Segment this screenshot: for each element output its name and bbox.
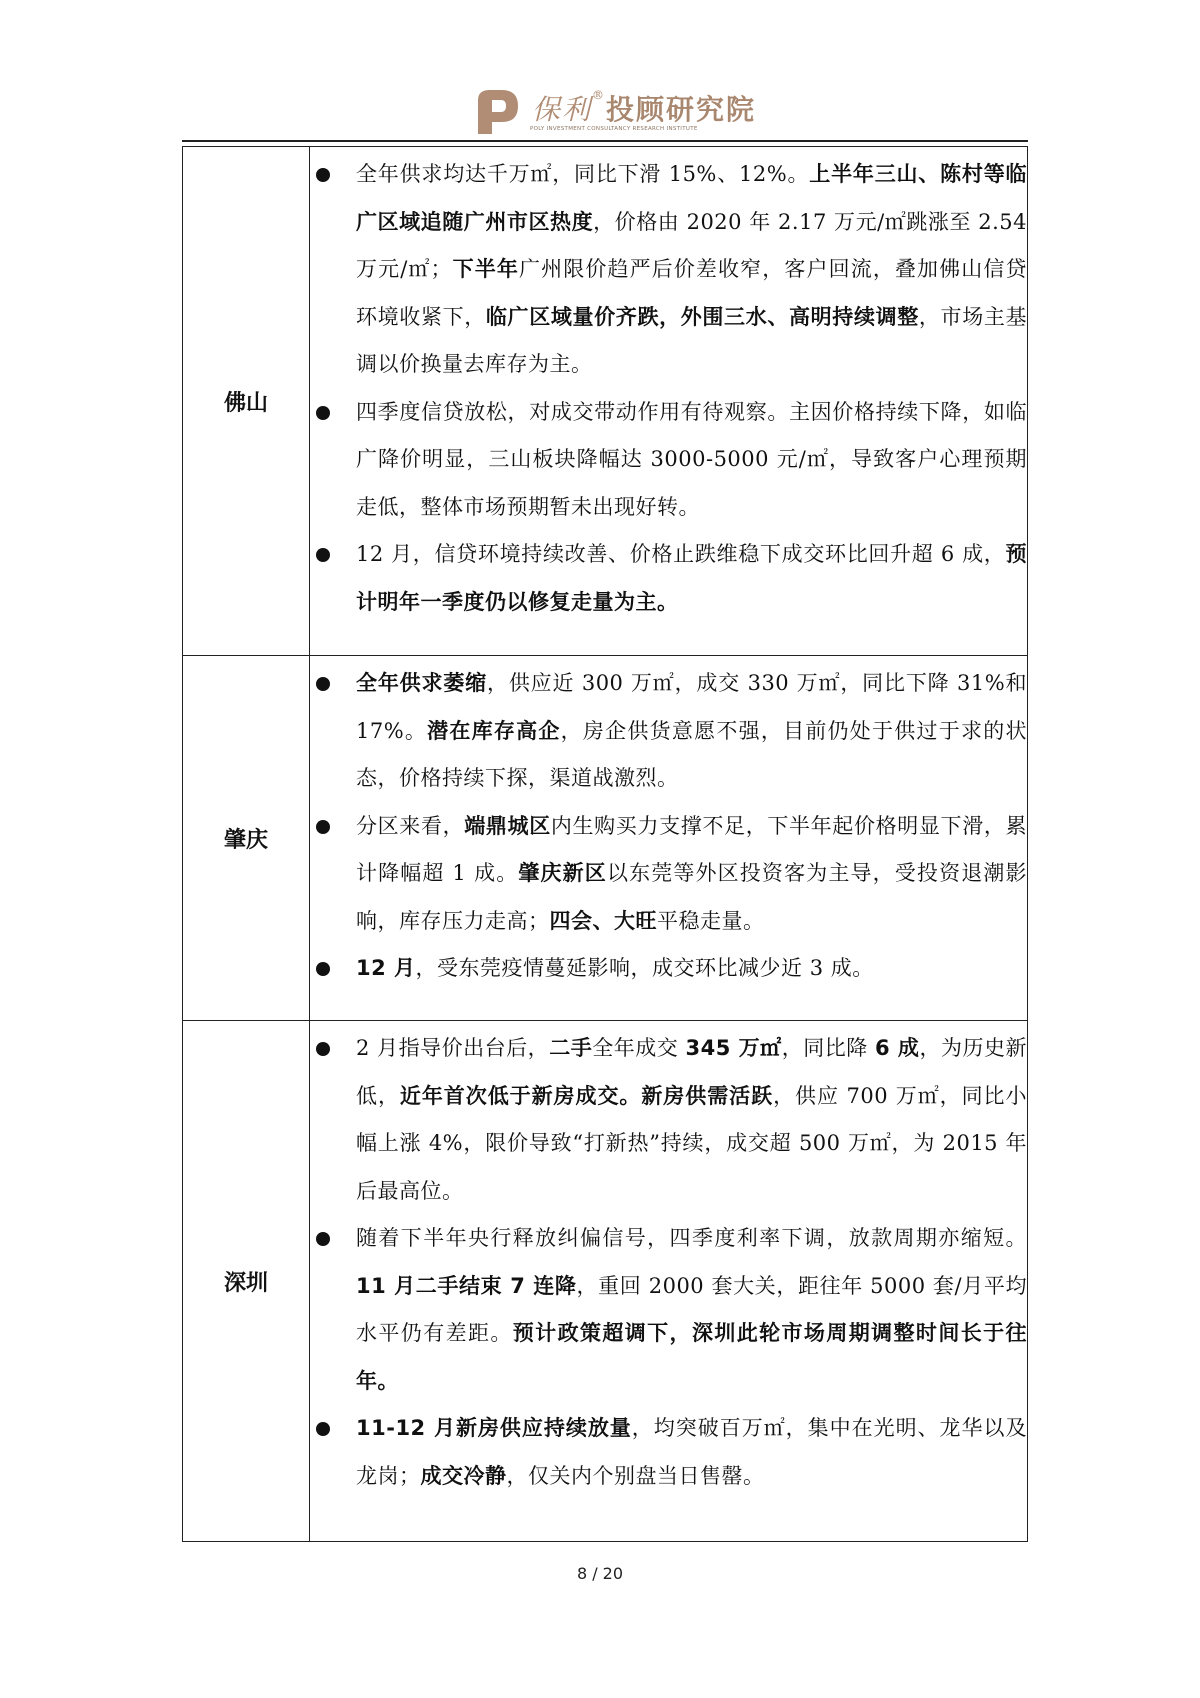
logo-name-b: 投顾研究院 bbox=[606, 93, 757, 126]
bold-text: 11 月二手结束 7 连降 bbox=[356, 1273, 577, 1298]
city-cell: 佛山 bbox=[183, 147, 310, 656]
bold-text: 预计明年一季度仍以修复走量为主。 bbox=[356, 542, 1027, 614]
bold-text: 345 万㎡ bbox=[685, 1036, 782, 1060]
bullet-list bbox=[310, 1025, 1027, 1500]
text: 全年成交 bbox=[592, 1036, 686, 1060]
table-body bbox=[183, 147, 1028, 1542]
text: 随着下半年央行释放纠偏信号，四季度利率下调，放款周期亦缩短。 bbox=[356, 1226, 1027, 1250]
text: ，供应 700 万㎡，同比小幅上涨 4%，限价导致“打新热”持续，成交超 500 万㎡，为 2015 年后最高位。 bbox=[356, 1083, 1027, 1203]
text: 广州限价趋严后价差收窄，客户回流，叠加佛山信贷环境收紧下， bbox=[356, 257, 1028, 329]
page-header bbox=[182, 80, 1028, 140]
bullet-item bbox=[310, 531, 1027, 626]
bold-text: 12 月 bbox=[356, 956, 416, 980]
bullet-dot-icon bbox=[316, 1422, 330, 1436]
text: ，受东莞疫情蔓延影响，成交环比减少近 3 成。 bbox=[415, 956, 874, 980]
text: ，为历史新低， bbox=[356, 1036, 1028, 1108]
text: ，房企供货意愿不强，目前仍处于供过于求的状态，价格持续下探，渠道战激烈。 bbox=[356, 718, 1028, 790]
text: 以东莞等外区投资客为主导，受投资退潮影响，库存压力走高； bbox=[356, 861, 1028, 933]
bullet-dot-icon bbox=[316, 677, 330, 691]
bullet-dot-icon bbox=[316, 962, 330, 976]
bold-text: 下半年 bbox=[452, 257, 519, 281]
bullet-list bbox=[310, 151, 1027, 626]
logo-wordmark bbox=[532, 88, 757, 126]
text: 内生购买力支撑不足，下半年起价格明显下滑，累计降幅超 1 成。 bbox=[356, 813, 1028, 885]
bullet-dot-icon bbox=[316, 1042, 330, 1056]
text: ，供应近 300 万㎡，成交 330 万㎡，同比下降 31%和 17%。 bbox=[356, 671, 1028, 743]
bullet-item bbox=[310, 389, 1027, 532]
header-divider bbox=[182, 140, 1028, 142]
text: ，价格由 2020 年 2.17 万元/㎡跳涨至 2.54 万元/㎡； bbox=[356, 209, 1027, 281]
logo-name-a: 保利 bbox=[532, 93, 593, 126]
text: 分区来看， bbox=[356, 813, 465, 838]
city-market-table bbox=[182, 146, 1028, 1542]
bold-text: 6 成 bbox=[874, 1036, 920, 1060]
bullet-dot-icon bbox=[316, 406, 330, 420]
analysis-cell bbox=[310, 656, 1028, 1021]
bullet-item bbox=[310, 1405, 1027, 1500]
bullet-list bbox=[310, 660, 1027, 993]
city-cell: 肇庆 bbox=[183, 656, 310, 1021]
bold-text: 成交冷静 bbox=[420, 1463, 507, 1488]
bold-text: 11-12 月新房供应持续放量 bbox=[356, 1416, 632, 1440]
bold-text: 近年首次低于新房成交。新房供需活跃 bbox=[399, 1083, 774, 1108]
logo-english-name: POLY INVESTMENT CONSULTANCY RESEARCH INSTITUTE bbox=[530, 126, 698, 132]
bold-text: 潜在库存高企 bbox=[427, 718, 561, 743]
text: ，重回 2000 套大关，距往年 5000 套/月平均水平仍有差距。 bbox=[356, 1273, 1027, 1345]
bold-text: 四会、大旺 bbox=[549, 908, 657, 933]
bold-text: 全年供求萎缩 bbox=[356, 671, 487, 695]
bullet-item bbox=[310, 1215, 1027, 1405]
text: 平稳走量。 bbox=[657, 908, 765, 933]
text: ，市场主基调以价换量去库存为主。 bbox=[356, 304, 1028, 376]
bold-text: 端鼎城区 bbox=[464, 813, 551, 838]
bold-text: 二手 bbox=[549, 1036, 593, 1060]
bullet-item bbox=[310, 660, 1027, 803]
city-cell: 深圳 bbox=[183, 1021, 310, 1542]
bullet-dot-icon bbox=[316, 168, 330, 182]
analysis-cell bbox=[310, 1021, 1028, 1542]
text: ，均突破百万㎡，集中在光明、龙华以及龙岗； bbox=[356, 1416, 1027, 1488]
table-row bbox=[183, 147, 1028, 656]
text: 2 月指导价出台后， bbox=[356, 1036, 550, 1060]
analysis-cell bbox=[310, 147, 1028, 656]
text: 全年供求均达千万㎡，同比下滑 15%、12%。 bbox=[356, 162, 810, 186]
bullet-dot-icon bbox=[316, 820, 330, 834]
bullet-item bbox=[310, 151, 1027, 389]
text: 12 月，信贷环境持续改善、价格止跌维稳下成交环比回升超 6 成， bbox=[356, 542, 1006, 566]
bold-text: 临广区域量价齐跌，外围三水、高明持续调整 bbox=[485, 304, 919, 329]
bold-text: 预计政策超调下，深圳此轮市场周期调整时间长于往年。 bbox=[356, 1321, 1028, 1393]
table-row bbox=[183, 656, 1028, 1021]
bold-text: 上半年三山、陈村等临广区域追随广州市区热度 bbox=[356, 162, 1028, 234]
bullet-item bbox=[310, 803, 1027, 946]
bullet-item bbox=[310, 1025, 1027, 1215]
table-row bbox=[183, 1021, 1028, 1542]
bullet-dot-icon bbox=[316, 548, 330, 562]
poly-logo-icon bbox=[474, 86, 522, 136]
text: 四季度信贷放松，对成交带动作用有待观察。主因价格持续下降，如临广降价明显，三山板块降幅达 3000-5000 元/㎡，导致客户心理预期走低，整体市场预期暂未出现好转。 bbox=[356, 399, 1027, 519]
bold-text: 肇庆新区 bbox=[518, 861, 607, 885]
page-number: 8 / 20 bbox=[576, 1564, 624, 1583]
text: ，同比降 bbox=[781, 1036, 875, 1060]
text: ，仅关内个别盘当日售罄。 bbox=[506, 1463, 765, 1488]
bullet-dot-icon bbox=[316, 1232, 330, 1246]
logo-registered-mark: ® bbox=[592, 88, 607, 102]
bullet-item bbox=[310, 945, 1027, 993]
